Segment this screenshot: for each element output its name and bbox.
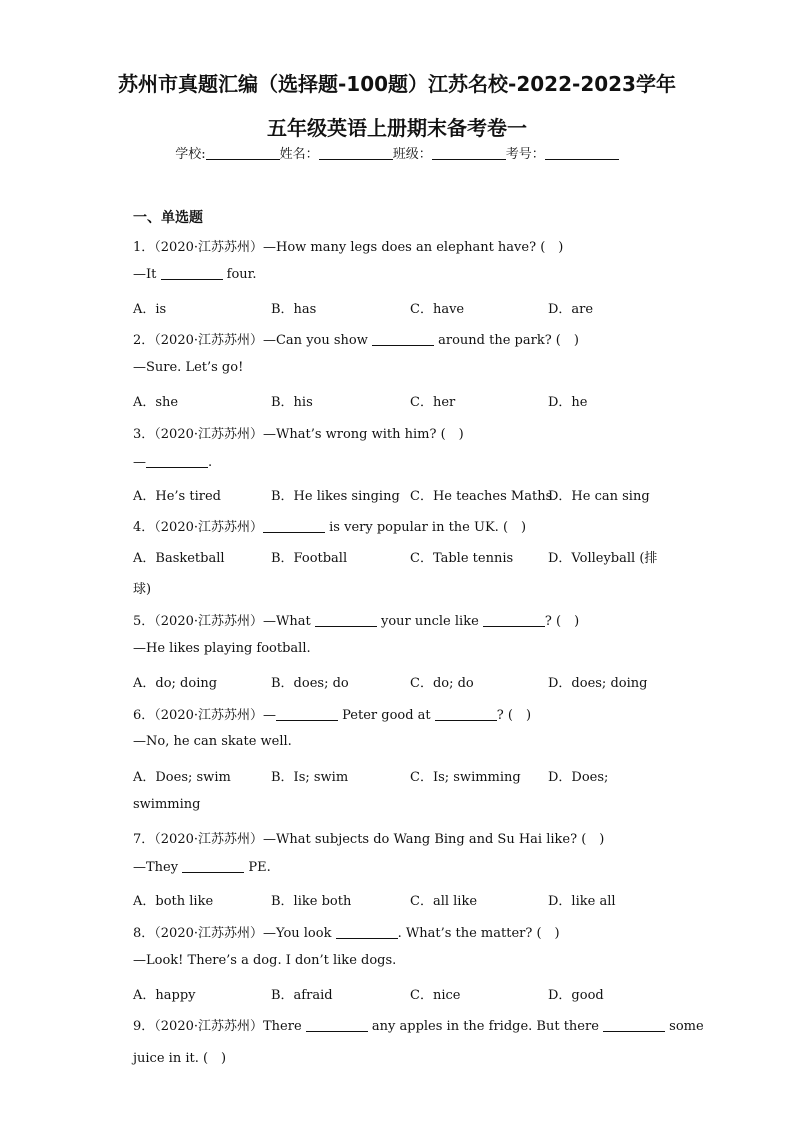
option-d[interactable]: D．he <box>548 395 588 410</box>
option-c[interactable]: C．nice <box>410 988 461 1003</box>
option-d[interactable]: D．are <box>548 302 594 317</box>
option-c[interactable]: C．do; do <box>410 676 474 691</box>
option-a[interactable]: A．both like <box>133 894 214 909</box>
page-title-line1: 苏州市真题汇编（选择题-100题）江苏名校-2022-2023学年 <box>118 72 676 96</box>
option-a[interactable]: A．happy <box>133 988 196 1003</box>
question-6-reply: —No, he can skate well. <box>133 734 292 749</box>
option-d[interactable]: D．good <box>548 988 604 1003</box>
question-5-reply: —He likes playing football. <box>133 641 311 656</box>
answer-blank[interactable] <box>603 1018 665 1032</box>
question-9: 9．（2020·江苏苏州）There any apples in the fridge. But there some <box>133 1019 704 1034</box>
option-d[interactable]: D．Volleyball (排 <box>548 551 658 566</box>
question-6: 6．（2020·江苏苏州）— Peter good at ? ( ) <box>133 708 532 723</box>
answer-blank[interactable] <box>315 613 377 627</box>
option-b[interactable]: B．does; do <box>271 676 349 691</box>
option-c[interactable]: C．He teaches Maths <box>410 489 553 504</box>
option-a[interactable]: A．Basketball <box>133 551 225 566</box>
option-d[interactable]: D．like all <box>548 894 616 909</box>
option-a[interactable]: A．do; doing <box>133 676 218 691</box>
answer-blank[interactable] <box>435 707 497 721</box>
option-d-wrap: swimming <box>133 797 201 812</box>
option-a[interactable]: A．is <box>133 302 167 317</box>
question-1-answer-line: —It four. <box>133 267 257 282</box>
number-label: 考号： <box>505 147 545 162</box>
answer-blank[interactable] <box>161 266 223 280</box>
answer-blank[interactable] <box>146 454 208 468</box>
option-b[interactable]: B．afraid <box>271 988 333 1003</box>
option-d-wrap: 球) <box>133 582 152 597</box>
option-d[interactable]: D．Does; <box>548 770 609 785</box>
question-1: 1．（2020·江苏苏州）—How many legs does an elephant have? ( ) <box>133 240 564 255</box>
answer-blank[interactable] <box>483 613 545 627</box>
option-c[interactable]: C．her <box>410 395 456 410</box>
question-3: 3．（2020·江苏苏州）—What’s wrong with him? ( ) <box>133 427 464 442</box>
page-title-line2: 五年级英语上册期末备考卷一 <box>267 116 527 140</box>
option-b[interactable]: B．Is; swim <box>271 770 349 785</box>
question-7-answer-line: —They PE. <box>133 860 271 875</box>
option-a[interactable]: A．He’s tired <box>133 489 221 504</box>
question-2: 2．（2020·江苏苏州）—Can you show around the park? ( ) <box>133 333 579 348</box>
student-info-row <box>0 143 794 162</box>
question-5: 5．（2020·江苏苏州）—What your uncle like ? ( ) <box>133 614 580 629</box>
section-title: 一、单选题 <box>133 210 203 226</box>
option-b[interactable]: B．has <box>271 302 317 317</box>
question-7: 7．（2020·江苏苏州）—What subjects do Wang Bing and Su Hai like? ( ) <box>133 832 605 847</box>
answer-blank[interactable] <box>263 519 325 533</box>
option-c[interactable]: C．all like <box>410 894 478 909</box>
answer-blank[interactable] <box>182 859 244 873</box>
option-a[interactable]: A．she <box>133 395 179 410</box>
option-d[interactable]: D．does; doing <box>548 676 648 691</box>
option-b[interactable]: B．He likes singing <box>271 489 400 504</box>
class-field[interactable] <box>432 145 506 160</box>
name-field[interactable] <box>319 145 393 160</box>
question-2-reply: —Sure. Let’s go! <box>133 360 244 375</box>
question-4: 4．（2020·江苏苏州） is very popular in the UK. ( ) <box>133 520 527 535</box>
option-b[interactable]: B．Football <box>271 551 348 566</box>
option-c[interactable]: C．Table tennis <box>410 551 514 566</box>
answer-blank[interactable] <box>372 332 434 346</box>
answer-blank[interactable] <box>276 707 338 721</box>
option-b[interactable]: B．like both <box>271 894 352 909</box>
question-8: 8．（2020·江苏苏州）—You look . What’s the matter? ( ) <box>133 926 560 941</box>
option-d[interactable]: D．He can sing <box>548 489 650 504</box>
question-8-reply: —Look! There’s a dog. I don’t like dogs. <box>133 953 397 968</box>
option-b[interactable]: B．his <box>271 395 313 410</box>
option-a[interactable]: A．Does; swim <box>133 770 231 785</box>
option-c[interactable]: C．have <box>410 302 465 317</box>
question-9-continued: juice in it. ( ) <box>133 1051 227 1066</box>
option-c[interactable]: C．Is; swimming <box>410 770 521 785</box>
school-label: 学校: <box>175 147 206 162</box>
answer-blank[interactable] <box>306 1018 368 1032</box>
class-label: 班级： <box>392 147 432 162</box>
question-3-answer-line: — . <box>133 455 213 470</box>
number-field[interactable] <box>545 145 619 160</box>
school-field[interactable] <box>206 145 280 160</box>
name-label: 姓名： <box>279 147 319 162</box>
answer-blank[interactable] <box>336 925 398 939</box>
